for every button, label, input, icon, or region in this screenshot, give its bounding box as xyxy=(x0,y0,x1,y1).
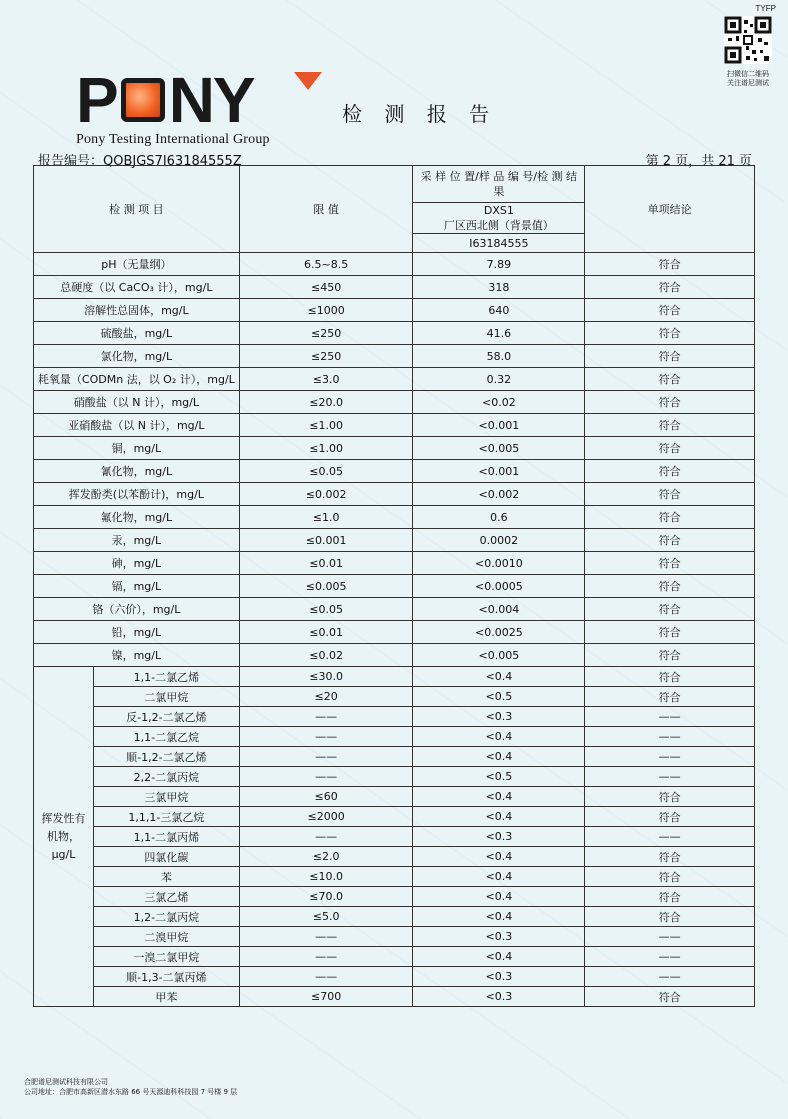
voc-result-cell: <0.4 xyxy=(413,887,585,907)
voc-item-cell: 苯 xyxy=(93,867,239,887)
voc-result-cell: <0.4 xyxy=(413,667,585,687)
table-row xyxy=(34,437,755,460)
conclusion-cell: 符合 xyxy=(585,414,755,437)
qr-code-icon xyxy=(724,16,772,64)
voc-conclusion-cell: 符合 xyxy=(585,787,755,807)
limit-cell: ≤0.05 xyxy=(239,460,413,483)
item-cell: 挥发酚类(以苯酚计)，mg/L xyxy=(34,483,240,506)
logo-wordmark: P NY xyxy=(76,64,254,136)
result-cell: <0.001 xyxy=(413,460,585,483)
header-conclusion: 单项结论 xyxy=(585,166,755,253)
voc-conclusion-cell: —— xyxy=(585,967,755,987)
item-cell: 总硬度（以 CaCO₃ 计），mg/L xyxy=(34,276,240,299)
result-cell: <0.02 xyxy=(413,391,585,414)
voc-limit-cell: —— xyxy=(239,827,413,847)
item-cell: 汞，mg/L xyxy=(34,529,240,552)
result-cell: 58.0 xyxy=(413,345,585,368)
voc-result-cell: <0.4 xyxy=(413,907,585,927)
voc-table-row xyxy=(34,707,755,727)
voc-conclusion-cell: 符合 xyxy=(585,847,755,867)
item-cell: 溶解性总固体，mg/L xyxy=(34,299,240,322)
voc-item-cell: 顺-1,2-二氯乙烯 xyxy=(93,747,239,767)
limit-cell: ≤3.0 xyxy=(239,368,413,391)
limit-cell: ≤0.002 xyxy=(239,483,413,506)
voc-conclusion-cell: 符合 xyxy=(585,867,755,887)
voc-result-cell: <0.4 xyxy=(413,787,585,807)
voc-result-cell: <0.4 xyxy=(413,847,585,867)
corner-code: TYFP xyxy=(755,4,776,13)
header-sample-point: DXS1 xyxy=(413,203,585,218)
conclusion-cell: 符合 xyxy=(585,345,755,368)
voc-table-row xyxy=(34,767,755,787)
voc-item-cell: 2,2-二氯丙烷 xyxy=(93,767,239,787)
voc-limit-cell: —— xyxy=(239,747,413,767)
conclusion-cell: 符合 xyxy=(585,253,755,276)
table-row xyxy=(34,368,755,391)
voc-limit-cell: —— xyxy=(239,927,413,947)
voc-conclusion-cell: 符合 xyxy=(585,687,755,707)
limit-cell: ≤1.0 xyxy=(239,506,413,529)
voc-table-row xyxy=(34,907,755,927)
conclusion-cell: 符合 xyxy=(585,437,755,460)
limit-cell: ≤1.00 xyxy=(239,414,413,437)
page-number: 第 2 页，共 21 页 xyxy=(645,154,752,169)
table-row xyxy=(34,529,755,552)
table-row xyxy=(34,322,755,345)
limit-cell: ≤0.001 xyxy=(239,529,413,552)
voc-limit-cell: ≤5.0 xyxy=(239,907,413,927)
voc-limit-cell: —— xyxy=(239,727,413,747)
voc-result-cell: <0.5 xyxy=(413,767,585,787)
limit-cell: ≤450 xyxy=(239,276,413,299)
limit-cell: ≤0.01 xyxy=(239,621,413,644)
voc-result-cell: <0.4 xyxy=(413,727,585,747)
voc-conclusion-cell: —— xyxy=(585,747,755,767)
table-row xyxy=(34,276,755,299)
voc-conclusion-cell: —— xyxy=(585,927,755,947)
voc-limit-cell: ≤70.0 xyxy=(239,887,413,907)
item-cell: 镍，mg/L xyxy=(34,644,240,667)
table-row xyxy=(34,345,755,368)
logo-triangle-icon xyxy=(294,72,322,90)
report-number: 报告编号：QOBJGS7I63184555Z xyxy=(38,154,242,169)
result-cell: <0.002 xyxy=(413,483,585,506)
voc-item-cell: 1,2-二氯丙烷 xyxy=(93,907,239,927)
item-cell: 氰化物，mg/L xyxy=(34,460,240,483)
footer-address: 公司地址：合肥市高新区潜水东路 66 号天源迪科科技园 7 号楼 9 层 xyxy=(24,1088,238,1096)
item-cell: pH（无量纲） xyxy=(34,253,240,276)
voc-table-row xyxy=(34,667,755,687)
voc-conclusion-cell: 符合 xyxy=(585,667,755,687)
result-cell: <0.0025 xyxy=(413,621,585,644)
conclusion-cell: 符合 xyxy=(585,276,755,299)
result-cell: 318 xyxy=(413,276,585,299)
table-row xyxy=(34,414,755,437)
table-header-row xyxy=(34,166,755,203)
limit-cell: ≤0.02 xyxy=(239,644,413,667)
voc-conclusion-cell: —— xyxy=(585,707,755,727)
table-row xyxy=(34,552,755,575)
logo-orange-square-icon xyxy=(121,78,165,122)
header-sample-id: I63184555 xyxy=(413,234,585,253)
voc-table-row xyxy=(34,887,755,907)
table-row xyxy=(34,575,755,598)
item-cell: 耗氧量（CODMn 法，以 O₂ 计），mg/L xyxy=(34,368,240,391)
conclusion-cell: 符合 xyxy=(585,391,755,414)
conclusion-cell: 符合 xyxy=(585,460,755,483)
table-row xyxy=(34,506,755,529)
voc-result-cell: <0.3 xyxy=(413,927,585,947)
voc-result-cell: <0.3 xyxy=(413,967,585,987)
voc-result-cell: <0.4 xyxy=(413,867,585,887)
voc-limit-cell: —— xyxy=(239,707,413,727)
table-row xyxy=(34,598,755,621)
result-cell: <0.001 xyxy=(413,414,585,437)
voc-table-row xyxy=(34,747,755,767)
table-row xyxy=(34,460,755,483)
limit-cell: ≤1000 xyxy=(239,299,413,322)
result-cell: 0.0002 xyxy=(413,529,585,552)
result-cell: 0.32 xyxy=(413,368,585,391)
result-cell: <0.0005 xyxy=(413,575,585,598)
limit-cell: ≤250 xyxy=(239,345,413,368)
voc-conclusion-cell: 符合 xyxy=(585,987,755,1007)
voc-table-row xyxy=(34,947,755,967)
voc-item-cell: 四氯化碳 xyxy=(93,847,239,867)
document-title: 检 测 报 告 xyxy=(342,102,498,126)
voc-item-cell: 1,1-二氯乙烷 xyxy=(93,727,239,747)
voc-table-row xyxy=(34,967,755,987)
voc-limit-cell: —— xyxy=(239,967,413,987)
voc-conclusion-cell: —— xyxy=(585,727,755,747)
voc-result-cell: <0.4 xyxy=(413,947,585,967)
voc-limit-cell: ≤60 xyxy=(239,787,413,807)
item-cell: 铬（六价），mg/L xyxy=(34,598,240,621)
header-item: 检 测 项 目 xyxy=(34,166,240,253)
result-cell: <0.005 xyxy=(413,644,585,667)
conclusion-cell: 符合 xyxy=(585,575,755,598)
limit-cell: ≤0.05 xyxy=(239,598,413,621)
item-cell: 镉，mg/L xyxy=(34,575,240,598)
voc-conclusion-cell: —— xyxy=(585,947,755,967)
conclusion-cell: 符合 xyxy=(585,368,755,391)
voc-item-cell: 顺-1,3-二氯丙烯 xyxy=(93,967,239,987)
header-sample-label: 采 样 位 置/样 品 编 号/检 测 结 果 xyxy=(413,166,585,203)
voc-table-row xyxy=(34,827,755,847)
voc-table-row xyxy=(34,727,755,747)
voc-result-cell: <0.4 xyxy=(413,747,585,767)
voc-item-cell: 二溴甲烷 xyxy=(93,927,239,947)
header-sample-location: 厂区西北侧（背景值） xyxy=(413,217,585,234)
conclusion-cell: 符合 xyxy=(585,552,755,575)
voc-result-cell: <0.3 xyxy=(413,827,585,847)
limit-cell: ≤0.01 xyxy=(239,552,413,575)
result-cell: 640 xyxy=(413,299,585,322)
table-row xyxy=(34,644,755,667)
qr-caption: 扫微信二维码 关注谱尼测试 xyxy=(727,70,769,87)
voc-item-cell: 甲苯 xyxy=(93,987,239,1007)
result-cell: <0.004 xyxy=(413,598,585,621)
voc-item-cell: 1,1,1-三氯乙烷 xyxy=(93,807,239,827)
pony-logo xyxy=(76,64,270,148)
conclusion-cell: 符合 xyxy=(585,322,755,345)
voc-conclusion-cell: 符合 xyxy=(585,807,755,827)
voc-table-row xyxy=(34,847,755,867)
result-cell: 41.6 xyxy=(413,322,585,345)
item-cell: 硝酸盐（以 N 计），mg/L xyxy=(34,391,240,414)
conclusion-cell: 符合 xyxy=(585,483,755,506)
voc-limit-cell: ≤700 xyxy=(239,987,413,1007)
voc-limit-cell: ≤10.0 xyxy=(239,867,413,887)
voc-result-cell: <0.4 xyxy=(413,807,585,827)
limit-cell: ≤1.00 xyxy=(239,437,413,460)
voc-conclusion-cell: —— xyxy=(585,767,755,787)
limit-cell: ≤20.0 xyxy=(239,391,413,414)
conclusion-cell: 符合 xyxy=(585,598,755,621)
voc-limit-cell: ≤20 xyxy=(239,687,413,707)
table-row xyxy=(34,299,755,322)
footer-company: 合肥谱尼测试科技有限公司 xyxy=(24,1078,108,1086)
voc-table-row xyxy=(34,867,755,887)
voc-table-row xyxy=(34,787,755,807)
voc-item-cell: 三氯乙烯 xyxy=(93,887,239,907)
conclusion-cell: 符合 xyxy=(585,621,755,644)
conclusion-cell: 符合 xyxy=(585,506,755,529)
result-cell: <0.0010 xyxy=(413,552,585,575)
voc-conclusion-cell: 符合 xyxy=(585,907,755,927)
voc-table-row xyxy=(34,687,755,707)
item-cell: 铅，mg/L xyxy=(34,621,240,644)
table-row xyxy=(34,621,755,644)
limit-cell: ≤250 xyxy=(239,322,413,345)
result-cell: <0.005 xyxy=(413,437,585,460)
voc-item-cell: 一溴二氯甲烷 xyxy=(93,947,239,967)
item-cell: 硫酸盐，mg/L xyxy=(34,322,240,345)
result-cell: 7.89 xyxy=(413,253,585,276)
voc-item-cell: 1,1-二氯丙烯 xyxy=(93,827,239,847)
voc-limit-cell: —— xyxy=(239,767,413,787)
voc-conclusion-cell: —— xyxy=(585,827,755,847)
logo-subtitle: Pony Testing International Group xyxy=(76,132,270,147)
voc-limit-cell: —— xyxy=(239,947,413,967)
item-cell: 氯化物，mg/L xyxy=(34,345,240,368)
table-row xyxy=(34,253,755,276)
voc-table-row xyxy=(34,987,755,1007)
header-limit: 限 值 xyxy=(239,166,413,253)
voc-conclusion-cell: 符合 xyxy=(585,887,755,907)
conclusion-cell: 符合 xyxy=(585,299,755,322)
voc-group-label: 挥发性有机物，μg/L xyxy=(34,667,94,1007)
voc-item-cell: 1,1-二氯乙烯 xyxy=(93,667,239,687)
conclusion-cell: 符合 xyxy=(585,529,755,552)
voc-item-cell: 三氯甲烷 xyxy=(93,787,239,807)
voc-limit-cell: ≤30.0 xyxy=(239,667,413,687)
item-cell: 砷，mg/L xyxy=(34,552,240,575)
voc-limit-cell: ≤2000 xyxy=(239,807,413,827)
voc-item-cell: 二氯甲烷 xyxy=(93,687,239,707)
footer xyxy=(24,1077,237,1097)
item-cell: 亚硝酸盐（以 N 计），mg/L xyxy=(34,414,240,437)
voc-result-cell: <0.3 xyxy=(413,987,585,1007)
limit-cell: ≤0.005 xyxy=(239,575,413,598)
table-row xyxy=(34,391,755,414)
voc-limit-cell: ≤2.0 xyxy=(239,847,413,867)
voc-result-cell: <0.5 xyxy=(413,687,585,707)
table-row xyxy=(34,483,755,506)
item-cell: 氟化物，mg/L xyxy=(34,506,240,529)
voc-item-cell: 反-1,2-二氯乙烯 xyxy=(93,707,239,727)
voc-table-row xyxy=(34,807,755,827)
voc-table-row xyxy=(34,927,755,947)
test-results-table xyxy=(33,165,755,1007)
result-cell: 0.6 xyxy=(413,506,585,529)
voc-result-cell: <0.3 xyxy=(413,707,585,727)
item-cell: 铜，mg/L xyxy=(34,437,240,460)
limit-cell: 6.5~8.5 xyxy=(239,253,413,276)
conclusion-cell: 符合 xyxy=(585,644,755,667)
